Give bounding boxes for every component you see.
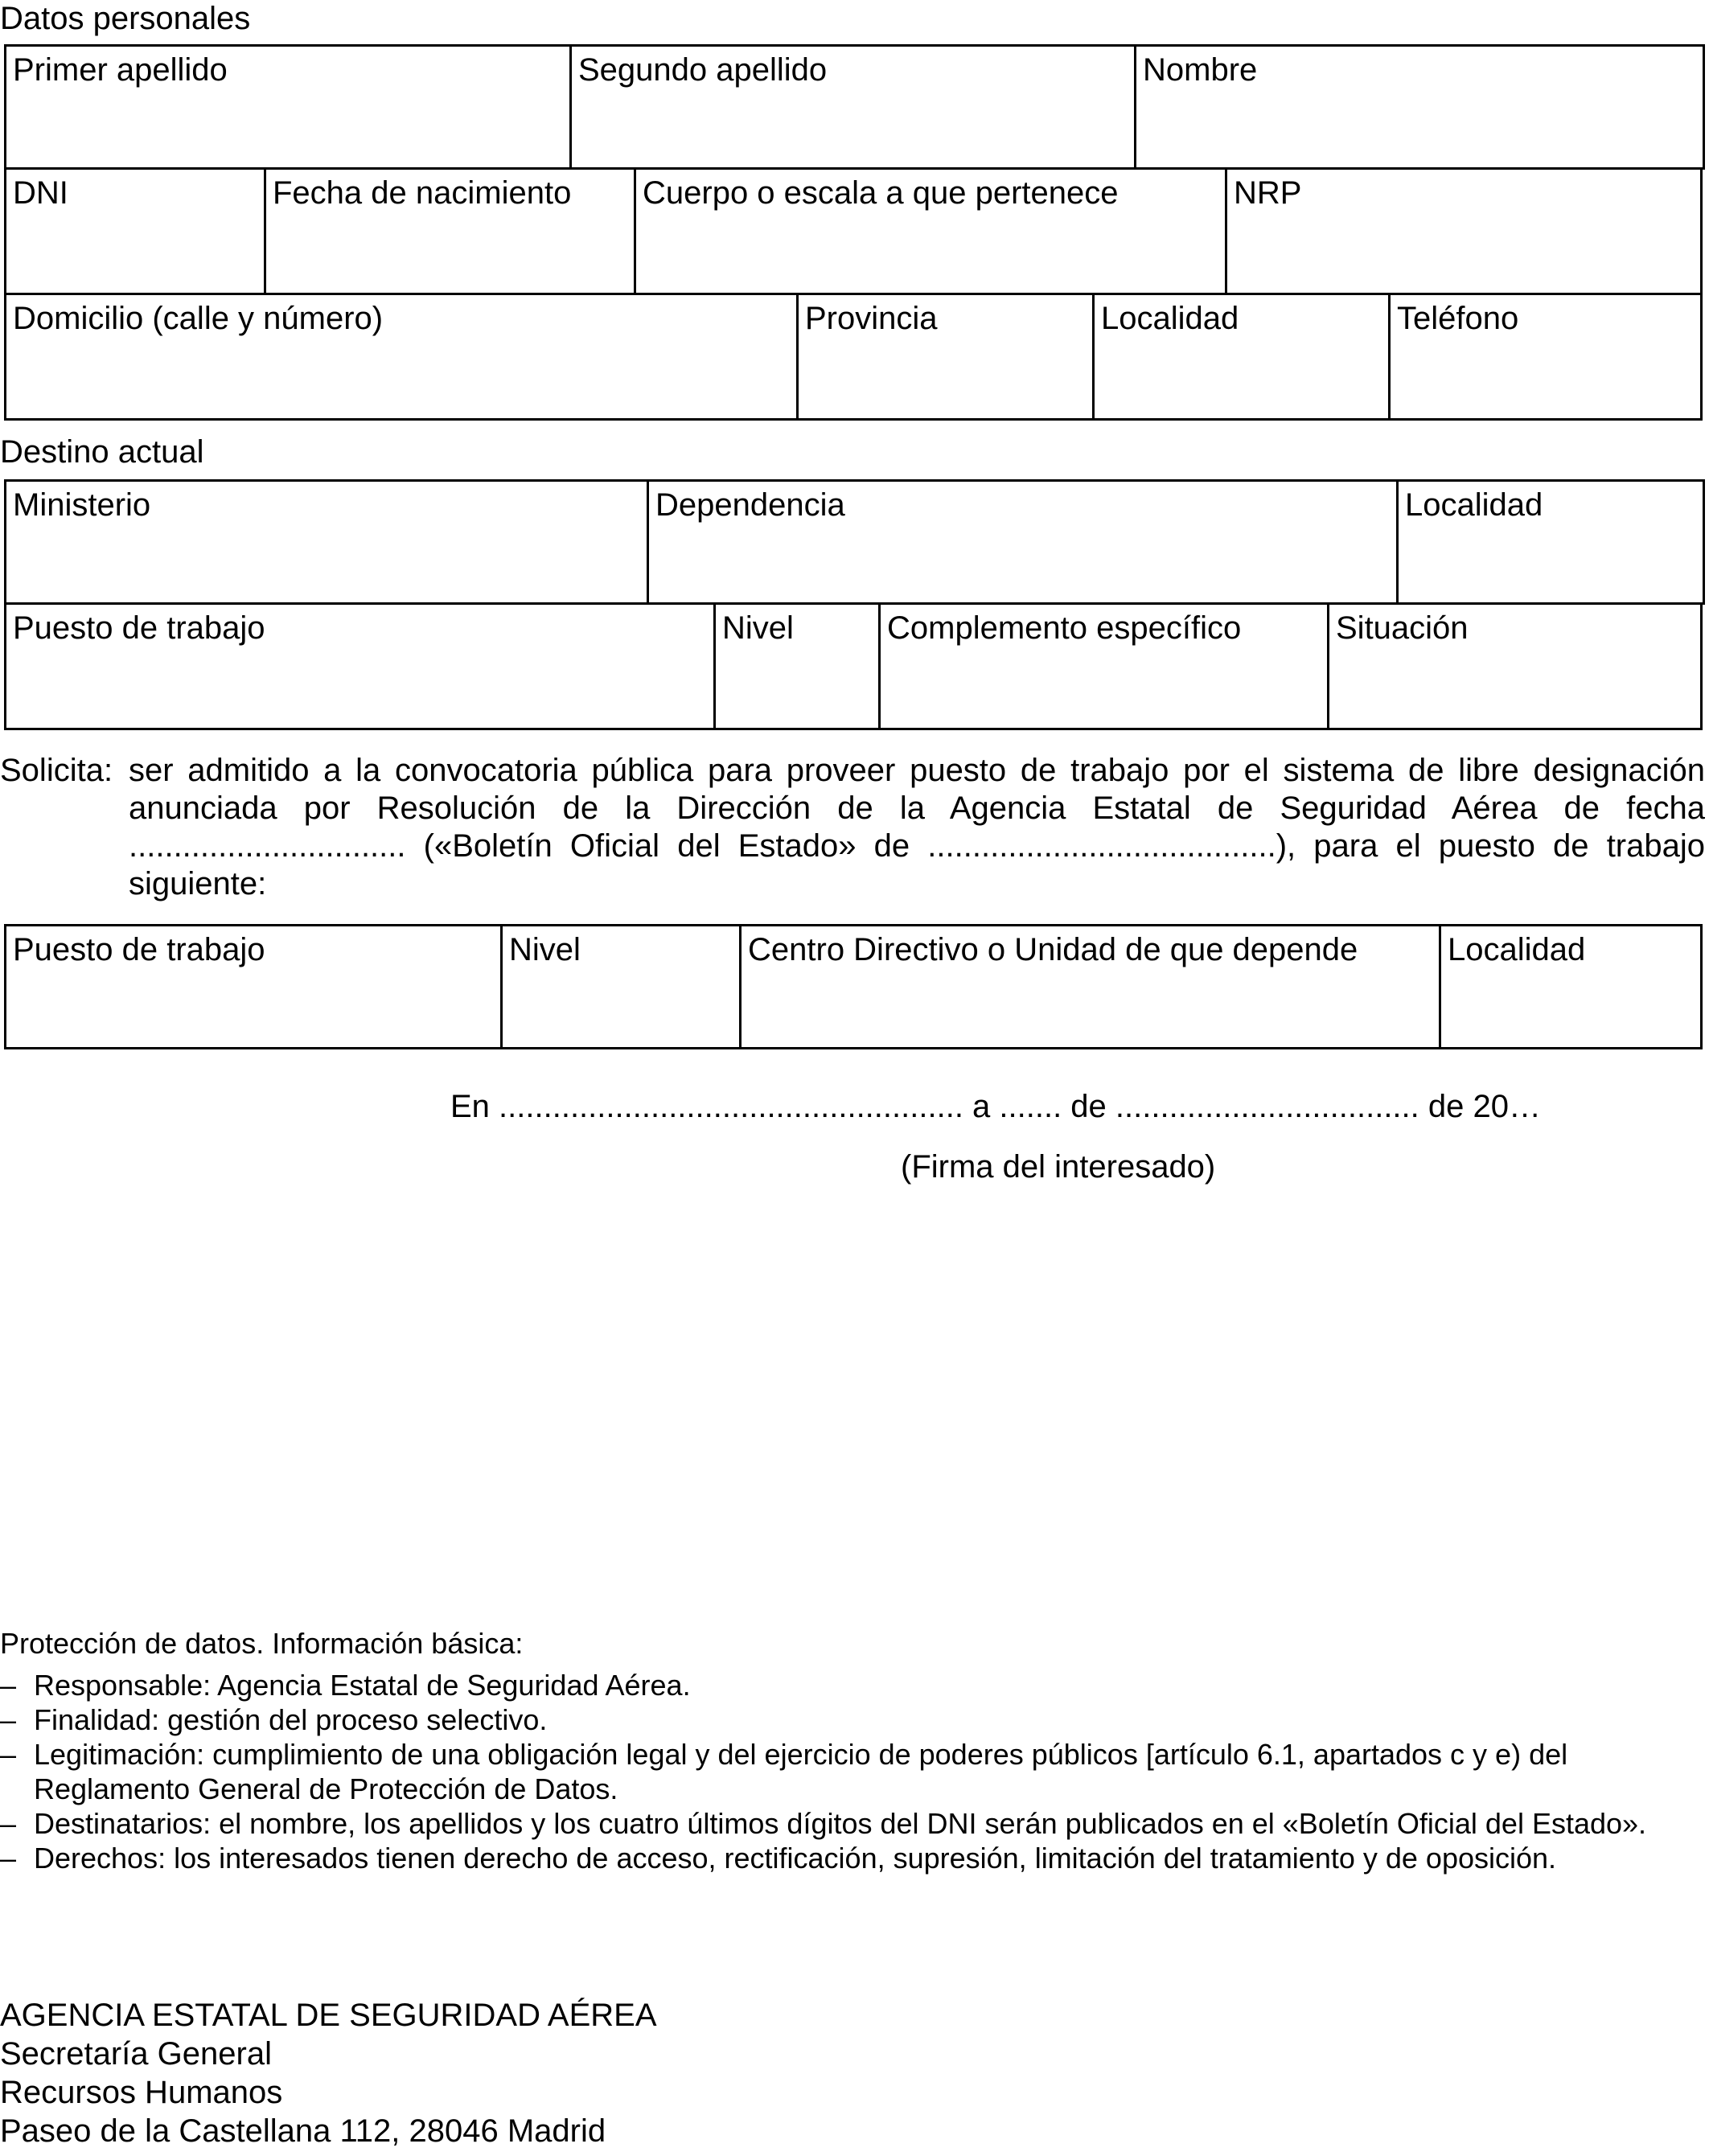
data-protection-item-text: Finalidad: gestión del proceso selectivo. — [34, 1703, 548, 1736]
puesto-solicitado-field[interactable]: Puesto de trabajo — [4, 924, 503, 1049]
puesto-localidad-field[interactable]: Localidad — [1439, 924, 1703, 1049]
telefono-field[interactable]: Teléfono — [1388, 295, 1703, 421]
destino-actual-row-2 — [4, 605, 1705, 730]
place-date-line[interactable]: En .................................................... a ....... de .................................. de 20… — [450, 1089, 1541, 1124]
destino-actual-row-1 — [4, 479, 1705, 605]
data-protection-item-text: Legitimación: cumplimiento de una obligación legal y del ejercicio de poderes públicos [artículo 6.1, apartados c y e) del Reglamento General de Protección de Datos. — [34, 1738, 1568, 1805]
provincia-field[interactable]: Provincia — [796, 295, 1095, 421]
segundo-apellido-field[interactable]: Segundo apellido — [569, 44, 1136, 170]
puesto-solicitado-row — [4, 924, 1705, 1049]
datos-personales-row-2 — [4, 170, 1705, 295]
recipient-address — [0, 1996, 657, 2150]
dni-field[interactable]: DNI — [4, 170, 266, 295]
destino-localidad-field[interactable]: Localidad — [1396, 479, 1705, 605]
data-protection-list — [0, 1668, 1673, 1875]
dash-bullet: – — [0, 1738, 17, 1771]
data-protection-item — [0, 1806, 1673, 1841]
datos-personales-heading: Datos personales — [0, 1, 251, 36]
domicilio-field[interactable]: Domicilio (calle y número) — [4, 295, 799, 421]
dash-bullet: – — [0, 1842, 17, 1875]
datos-personales-row-3 — [4, 295, 1705, 421]
data-protection-item — [0, 1702, 1673, 1737]
address-line-agency: AGENCIA ESTATAL DE SEGURIDAD AÉREA — [0, 1998, 657, 2033]
address-line-street: Paseo de la Castellana 112, 28046 Madrid — [0, 2113, 606, 2149]
localidad-field[interactable]: Localidad — [1092, 295, 1391, 421]
dependencia-field[interactable]: Dependencia — [647, 479, 1399, 605]
solicita-label: Solicita: — [0, 753, 113, 788]
data-protection-item — [0, 1737, 1673, 1806]
ministerio-field[interactable]: Ministerio — [4, 479, 649, 605]
data-protection-item-text: Destinatarios: el nombre, los apellidos y los cuatro últimos dígitos del DNI serán publicados en el «Boletín Oficial del Estado». — [34, 1807, 1647, 1840]
situacion-field[interactable]: Situación — [1327, 605, 1703, 730]
dash-bullet: – — [0, 1703, 17, 1736]
address-line-rrhh: Recursos Humanos — [0, 2075, 283, 2110]
nrp-field[interactable]: NRP — [1225, 170, 1703, 295]
puesto-trabajo-field[interactable]: Puesto de trabajo — [4, 605, 716, 730]
data-protection-title: Protección de datos. Información básica: — [0, 1627, 524, 1660]
nivel-field[interactable]: Nivel — [713, 605, 881, 730]
data-protection-item — [0, 1668, 1673, 1702]
nombre-field[interactable]: Nombre — [1134, 44, 1705, 170]
data-protection-item-text: Derechos: los interesados tienen derecho de acceso, rectificación, supresión, limitación del tratamiento y de oposición. — [34, 1842, 1557, 1875]
puesto-nivel-field[interactable]: Nivel — [500, 924, 742, 1049]
complemento-especifico-field[interactable]: Complemento específico — [878, 605, 1329, 730]
dash-bullet: – — [0, 1807, 17, 1840]
data-protection-item — [0, 1841, 1673, 1875]
datos-personales-row-1 — [4, 44, 1705, 170]
destino-actual-heading: Destino actual — [0, 434, 204, 470]
dash-bullet: – — [0, 1669, 17, 1702]
address-line-secretaria: Secretaría General — [0, 2036, 272, 2072]
solicita-text: ser admitido a la convocatoria pública para proveer puesto de trabajo por el sistema de libre designación anunciada por Resolución de la Dirección de la Agencia Estatal de Seguridad Aérea de fecha ............................... («Boletín Oficial del Estado» de .......................................), para el puesto de trabajo siguiente: — [129, 753, 1705, 901]
fecha-nacimiento-field[interactable]: Fecha de nacimiento — [264, 170, 636, 295]
primer-apellido-field[interactable]: Primer apellido — [4, 44, 572, 170]
data-protection-item-text: Responsable: Agencia Estatal de Seguridad Aérea. — [34, 1669, 691, 1702]
signature-label: (Firma del interesado) — [901, 1149, 1216, 1185]
cuerpo-escala-field[interactable]: Cuerpo o escala a que pertenece — [634, 170, 1227, 295]
centro-directivo-field[interactable]: Centro Directivo o Unidad de que depende — [739, 924, 1441, 1049]
